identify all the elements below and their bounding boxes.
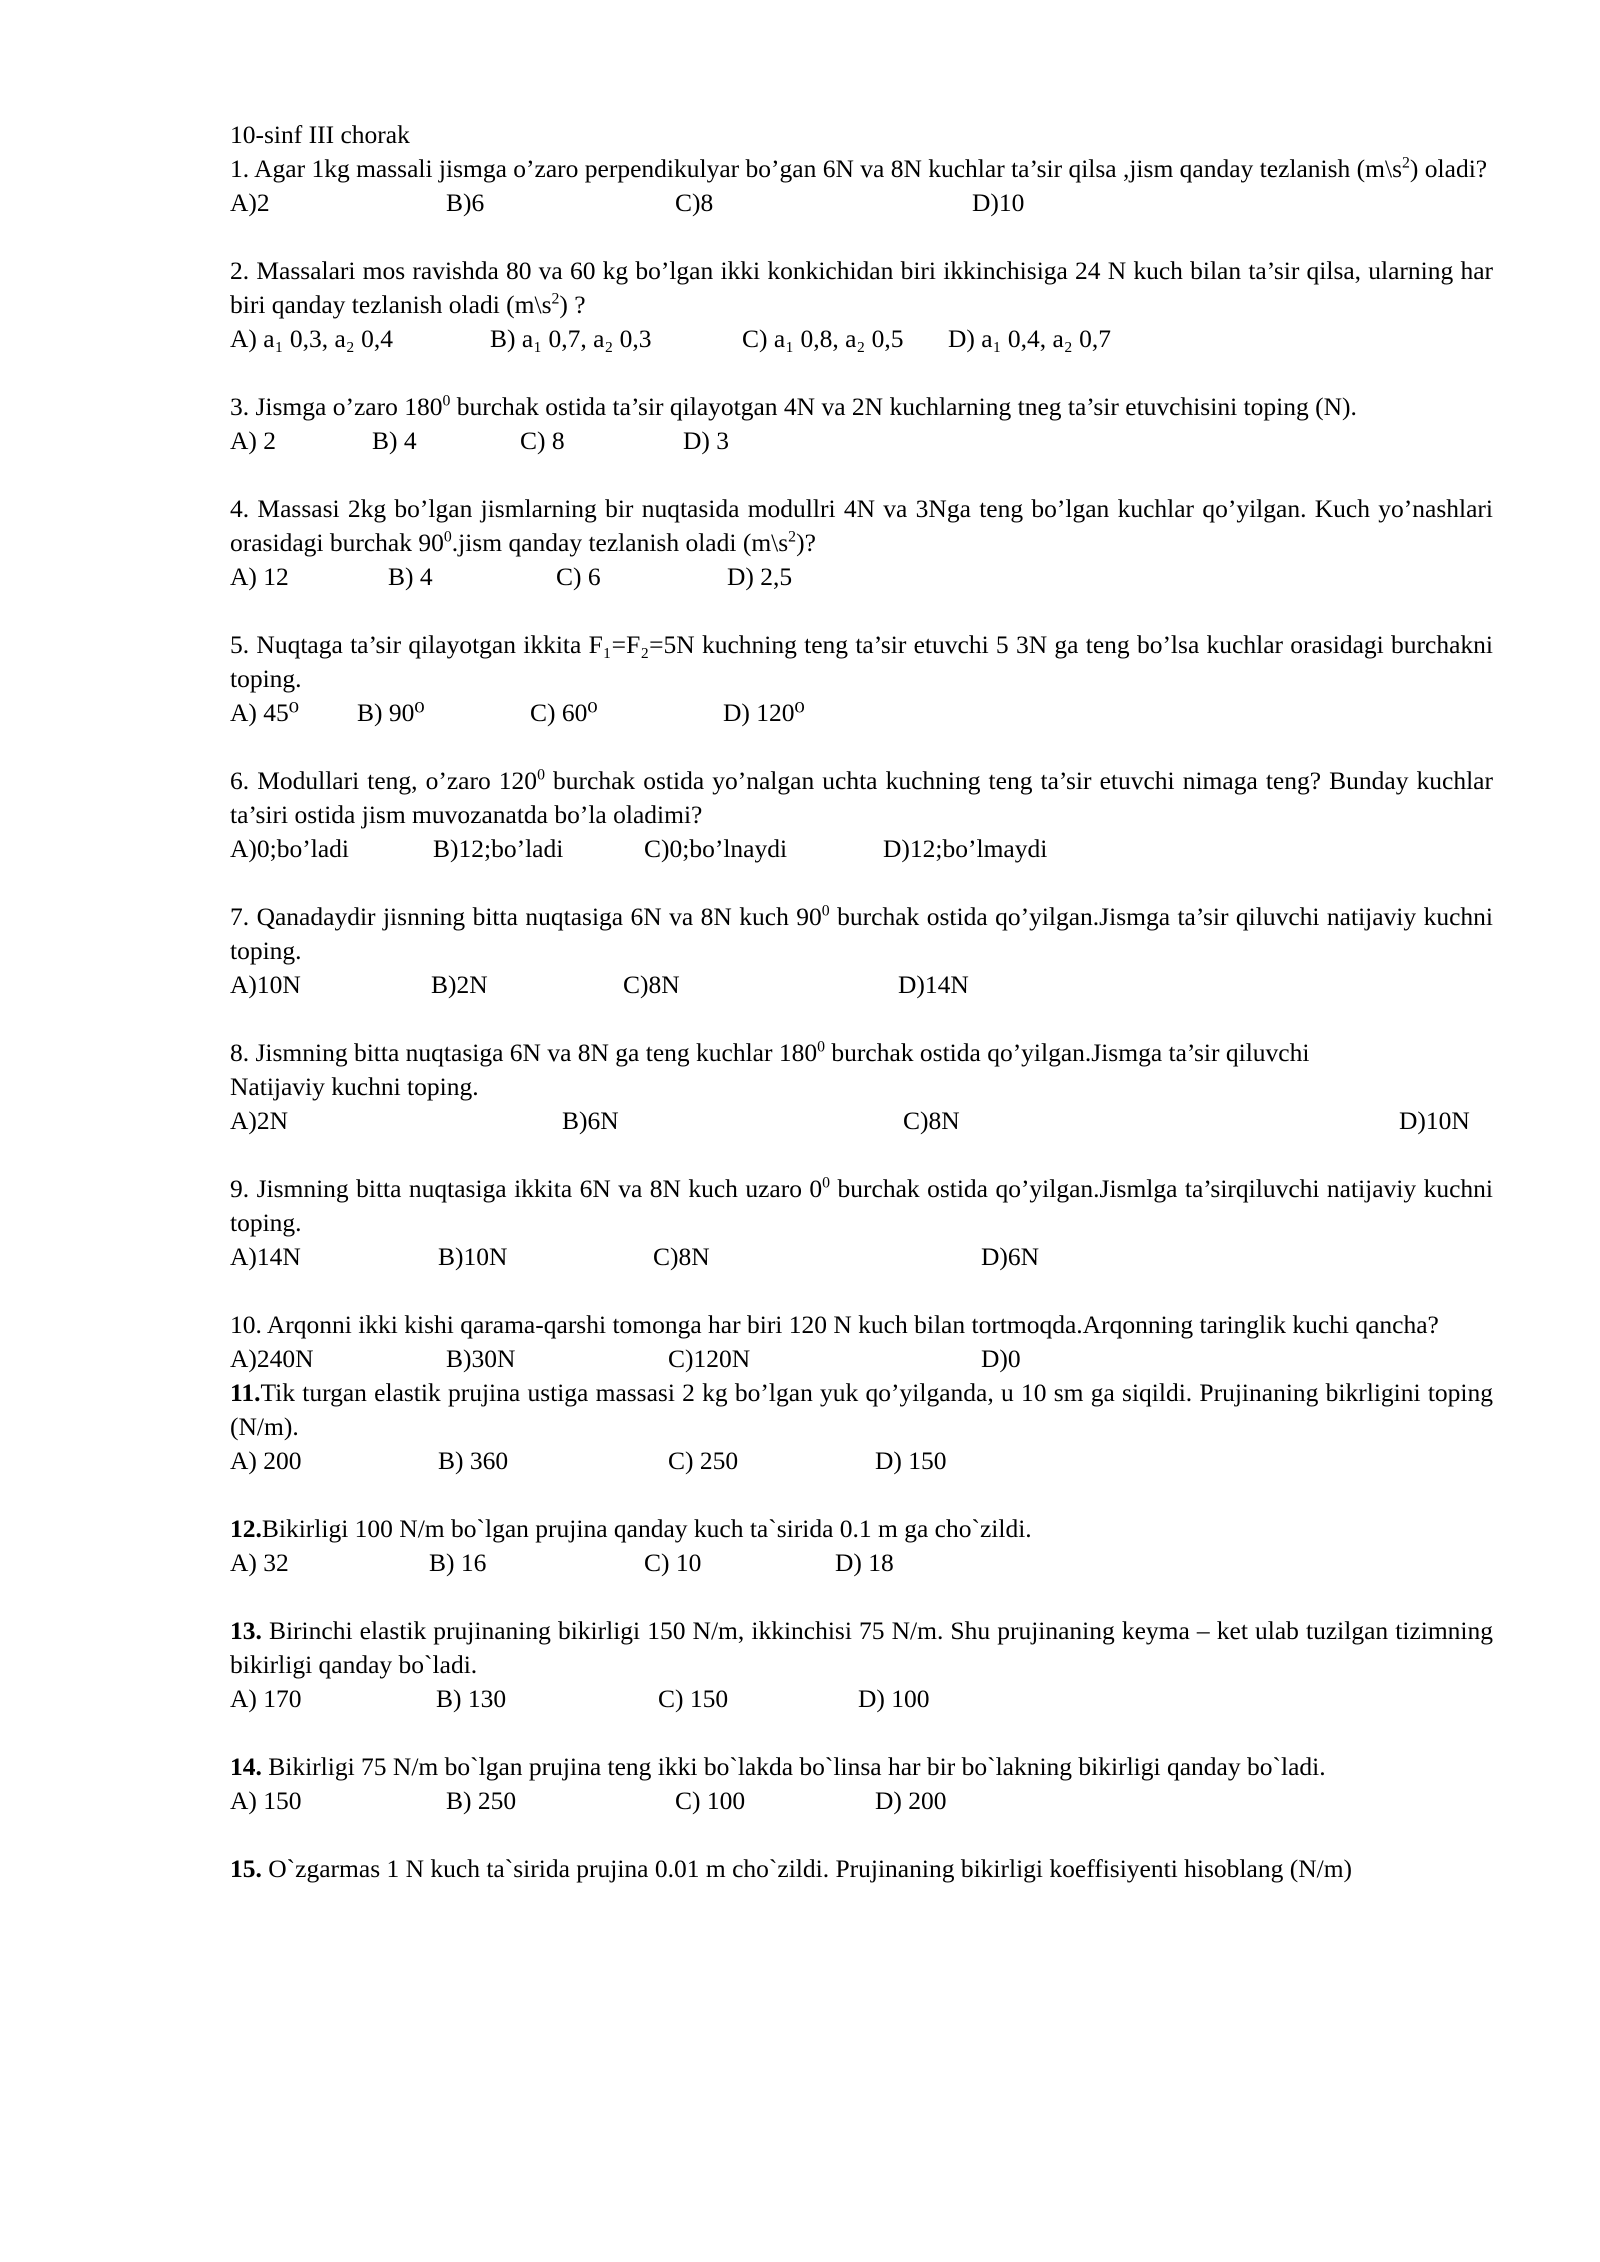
option-b: B) 130 — [436, 1684, 507, 1713]
option-d: D) 18 — [835, 1548, 894, 1577]
answer-options — [230, 1682, 1493, 1716]
question-6 — [230, 764, 1493, 866]
question-stem: 3. Jismga o’zaro $180^0$ burchak ostida ta’sir qilayotgan 4N va 2N kuchlarning tneg ta’sir etuvchisini toping (N). — [230, 392, 1357, 421]
question-12 — [230, 1512, 1493, 1580]
answer-options — [230, 424, 1493, 458]
question-stem: 5. Nuqtaga ta’sir qilayotgan ikkita F₁=F₂=5N kuchning teng ta’sir etuvchi 5 3N ga teng bo’lsa kuchlar orasidagi burchakni toping. — [230, 630, 1493, 693]
answer-options — [230, 1444, 1493, 1478]
question-13 — [230, 1614, 1493, 1716]
option-b: B) a₁ 0,7, a₂ 0,3 — [490, 324, 652, 353]
option-a: A) 150 — [230, 1786, 302, 1815]
option-c: C) 60⁰ — [530, 698, 598, 727]
answer-options — [230, 322, 1493, 356]
option-a: A)2 — [230, 188, 270, 217]
option-d: D) 3 — [683, 426, 730, 455]
option-a: A)2N — [230, 1106, 289, 1135]
option-a: A)240N — [230, 1344, 314, 1373]
option-c: C)8N — [653, 1242, 710, 1271]
question-1 — [230, 152, 1493, 220]
answer-options — [230, 186, 1493, 220]
option-b: B) 250 — [446, 1786, 517, 1815]
option-c: C) 8 — [520, 426, 565, 455]
question-stem-continued: Natijaviy kuchni toping. — [230, 1072, 479, 1101]
option-a: A)10N — [230, 970, 301, 999]
option-a: A) 2 — [230, 426, 277, 455]
question-4 — [230, 492, 1493, 594]
worksheet-header: 10-sinf III chorak — [230, 120, 410, 149]
question-7 — [230, 900, 1493, 1002]
question-stem: 12.Bikirligi 100 N/m bo`lgan prujina qanday kuch ta`sirida 0.1 m ga cho`zildi. — [230, 1514, 1032, 1543]
answer-options — [230, 1784, 1493, 1818]
question-15 — [230, 1852, 1493, 1886]
option-d: D) 200 — [875, 1786, 947, 1815]
question-8 — [230, 1036, 1493, 1138]
answer-options — [230, 1342, 1493, 1376]
question-2 — [230, 254, 1493, 356]
answer-options — [230, 560, 1493, 594]
question-stem: 9. Jismning bitta nuqtasiga ikkita 6N va 8N kuch uzaro $0^0$ burchak ostida qo’yilgan.Jismlga ta’sirqiluvchi natijaviy kuchni toping. — [230, 1174, 1493, 1237]
option-d: D)14N — [898, 970, 969, 999]
option-c: C) 250 — [668, 1446, 739, 1475]
question-5 — [230, 628, 1493, 730]
question-9 — [230, 1172, 1493, 1274]
question-10 — [230, 1308, 1493, 1376]
option-b: B) 90⁰ — [357, 698, 425, 727]
option-a: A)0;bo’ladi — [230, 834, 349, 863]
option-a: A) 32 — [230, 1548, 289, 1577]
option-b: B) 16 — [429, 1548, 487, 1577]
question-stem: 7. Qanadaydir jisnning bitta nuqtasiga 6N va 8N kuch $90^0$ burchak ostida qo’yilgan.Jismga ta’sir qiluvchi natijaviy kuchni toping. — [230, 902, 1493, 965]
option-d: D)0 — [981, 1344, 1021, 1373]
answer-options — [230, 832, 1493, 866]
worksheet-page — [230, 118, 1493, 1886]
option-d: D) a₁ 0,4, a₂ 0,7 — [948, 324, 1111, 353]
question-stem: 8. Jismning bitta nuqtasiga 6N va 8N ga teng kuchlar $180^0$ burchak ostida qo’yilgan.Jismga ta’sir qiluvchi — [230, 1038, 1310, 1067]
option-d: D) 100 — [858, 1684, 930, 1713]
option-c: C) 150 — [658, 1684, 729, 1713]
question-stem: 11.Tik turgan elastik prujina ustiga massasi 2 kg bo’lgan yuk qo’yilganda, u 10 sm ga siqildi. Prujinaning bikrligini toping (N/m). — [230, 1378, 1493, 1441]
question-stem: 14. Bikirligi 75 N/m bo`lgan prujina teng ikki bo`lakda bo`linsa har bir bo`lakning bikirligi qanday bo`ladi. — [230, 1752, 1326, 1781]
question-stem: 2. Massalari mos ravishda 80 va 60 kg bo’lgan ikki konkichidan biri ikkinchisiga 24 N kuch bilan ta’sir qilsa, ularning har biri qanday tezlanish oladi $(m\backslash s^2)$ ? — [230, 256, 1493, 319]
question-11 — [230, 1376, 1493, 1478]
option-d: D)6N — [981, 1242, 1040, 1271]
option-a: A) 170 — [230, 1684, 302, 1713]
option-b: B)10N — [438, 1242, 508, 1271]
option-b: B) 4 — [388, 562, 433, 591]
answer-options — [230, 1104, 1493, 1138]
option-d: D)12;bo’lmaydi — [883, 834, 1048, 863]
option-b: B) 4 — [372, 426, 417, 455]
question-stem: 13. Birinchi elastik prujinaning bikirligi 150 N/m, ikkinchisi 75 N/m. Shu prujinaning keyma – ket ulab tuzilgan tizimning bikirligi qanday bo`ladi. — [230, 1616, 1493, 1679]
option-c: C)8N — [903, 1106, 960, 1135]
question-stem: 1. Agar 1kg massali jismga o’zaro perpendikulyar bo’gan 6N va 8N kuchlar ta’sir qilsa ,jism qanday tezlanish $(m\backslash s^2)$ oladi? — [230, 154, 1488, 183]
option-d: D) 2,5 — [727, 562, 793, 591]
option-c: C) 10 — [644, 1548, 702, 1577]
option-a: A) 45⁰ — [230, 698, 300, 727]
option-c: C)0;bo’lnaydi — [644, 834, 788, 863]
answer-options — [230, 696, 1493, 730]
option-d: D) 120⁰ — [723, 698, 805, 727]
answer-options — [230, 1546, 1493, 1580]
option-c: C)8 — [675, 188, 714, 217]
option-a: A)14N — [230, 1242, 301, 1271]
question-14 — [230, 1750, 1493, 1818]
option-d: D)10 — [972, 188, 1025, 217]
option-a: A) a₁ 0,3, a₂ 0,4 — [230, 324, 393, 353]
question-stem: 6. Modullari teng, o’zaro $120^0$ burchak ostida yo’nalgan uchta kuchning teng ta’sir etuvchi nimaga teng? Bunday kuchlar ta’siri ostida jism muvozanatda bo’la oladimi? — [230, 766, 1493, 829]
option-d: D) 150 — [875, 1446, 947, 1475]
option-d: D)10N — [1399, 1106, 1470, 1135]
answer-options — [230, 1240, 1493, 1274]
option-b: B)6N — [562, 1106, 619, 1135]
question-3 — [230, 390, 1493, 458]
question-stem: 15. O`zgarmas 1 N kuch ta`sirida prujina 0.01 m cho`zildi. Prujinaning bikirligi koeffisiyenti hisoblang (N/m) — [230, 1854, 1353, 1883]
option-b: B)12;bo’ladi — [433, 834, 564, 863]
option-c: C) a₁ 0,8, a₂ 0,5 — [742, 324, 904, 353]
option-c: C)120N — [668, 1344, 751, 1373]
option-c: C) 6 — [556, 562, 601, 591]
answer-options — [230, 968, 1493, 1002]
option-b: B) 360 — [438, 1446, 509, 1475]
question-stem: 10. Arqonni ikki kishi qarama-qarshi tomonga har biri 120 N kuch bilan tortmoqda.Arqonning taringlik kuchi qancha? — [230, 1310, 1439, 1339]
option-c: C)8N — [623, 970, 680, 999]
option-a: A) 200 — [230, 1446, 302, 1475]
option-b: B)30N — [446, 1344, 516, 1373]
option-c: C) 100 — [675, 1786, 746, 1815]
option-a: A) 12 — [230, 562, 289, 591]
question-stem: 4. Massasi 2kg bo’lgan jismlarning bir nuqtasida modullri 4N va 3Nga teng bo’lgan kuchlar qo’yilgan. Kuch yo’nashlari orasidagi burchak $90^0.jism$ qanday tezlanish oladi $(m\backslash s^2)$? — [230, 494, 1493, 557]
option-b: B)2N — [431, 970, 488, 999]
option-b: B)6 — [446, 188, 485, 217]
